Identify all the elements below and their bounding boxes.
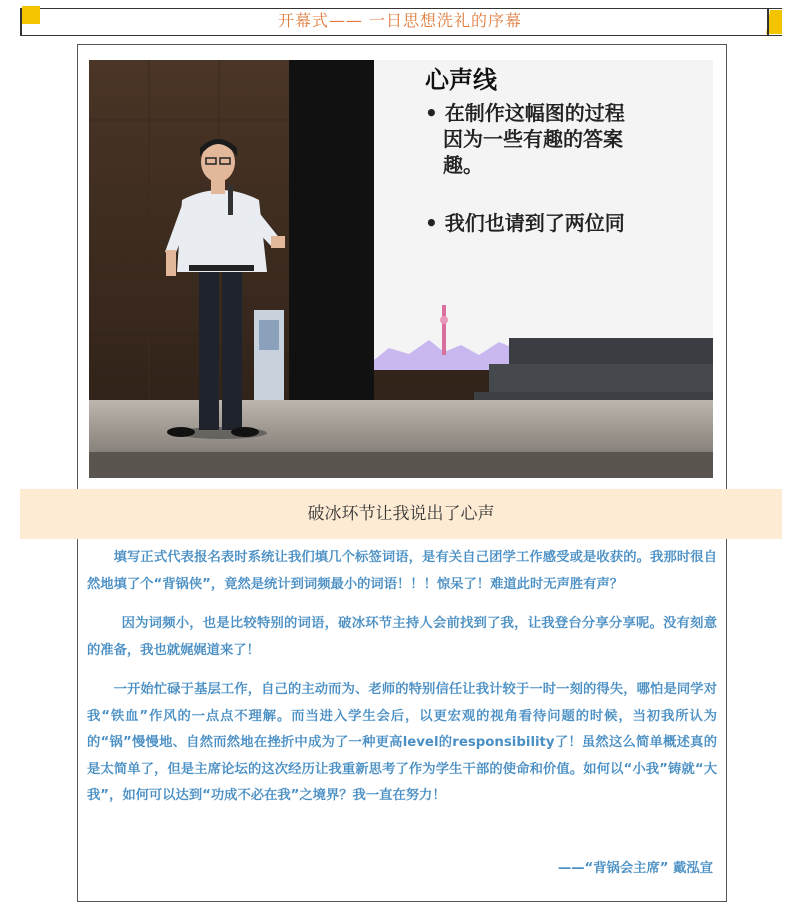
slide-bullet-2: • 我们也请到了两位同 [425,211,625,235]
photo-caption: 破冰环节让我说出了心声 [20,489,782,539]
slide-bullet-1-line1: • 在制作这幅图的过程 [425,101,625,125]
stage-illustration [89,60,713,478]
article-paragraph: 一开始忙碌于基层工作，自己的主动而为、老师的特别信任让我计较于一时一刻的得失，哪怕是同学对我“铁血”作风的一点点不理解。而当进入学生会后，以更宏观的视角看待问题的时候，当初我所认为的“锅”慢慢地、自然而然地在挫折中成为了一种更高level的responsibility了！虽然这么简单概述真的是太简单了，但是主席论坛的这次经历让我重新思考了作为学生干部的使命和价值。如何以“小我”铸就“大我”，如何可以达到“功成不必在我”之境界？我一直在努力！ [87,682,717,803]
article-signature: ——“背锅会主席” 戴泓宣 [557,861,713,876]
article-body [87,545,717,823]
slide-bullet-1-line3: 趣。 [443,153,483,177]
slide-bullet-1-line2: 因为一些有趣的答案 [443,127,623,151]
article-paragraph: 因为词频小，也是比较特别的词语，破冰环节主持人会前找到了我，让我登台分享分享呢。没有刻意的准备，我也就娓娓道来了！ [87,616,717,658]
article-paragraph: 填写正式代表报名表时系统让我们填几个标签词语，是有关自己团学工作感受或是收获的。我那时很自然地填了个“背锅侠”，竟然是统计到词频最小的词语！！！惊呆了！难道此时无声胜有声？ [87,550,717,592]
slide-heading: 心声线 [425,66,497,94]
section-title: 开幕式—— 一日思想洗礼的序幕 [277,11,523,30]
event-photo [89,60,713,478]
